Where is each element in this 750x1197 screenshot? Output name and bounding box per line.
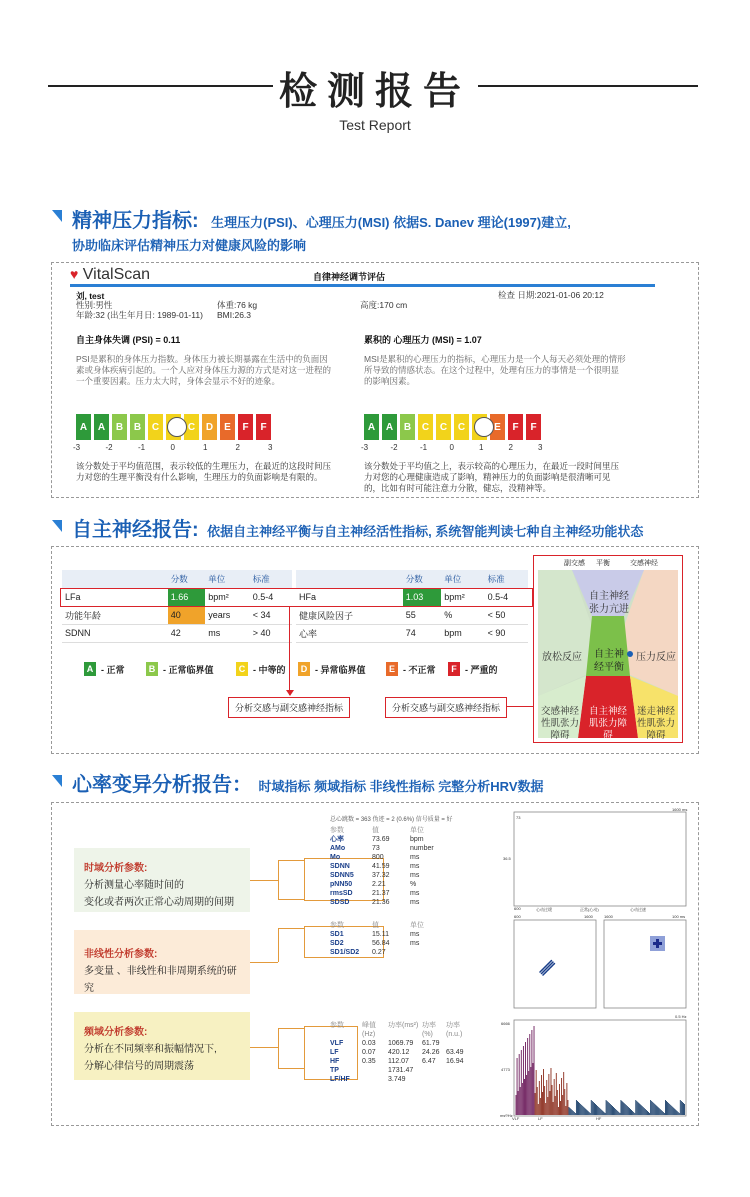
patient-bmi: BMI:26.3 bbox=[217, 310, 252, 320]
param-row: pNN50 2.21 % bbox=[330, 881, 417, 888]
vitalscan-logo: ♥ VitalScan bbox=[70, 266, 151, 283]
msi-title: 累积的 心理压力 (MSI) = 1.07 bbox=[364, 335, 482, 345]
ans-row: 健康风险因子 55 % < 50 bbox=[296, 606, 528, 624]
diagram-hypertonia: 自主神经张力亢进 bbox=[589, 591, 629, 615]
card-time-domain: 时域分析参数: 分析测量心率随时间的 变化或者两次正常心动周期的间期 bbox=[74, 848, 250, 912]
ans-table-right: 分数 单位 标准 HFa 1.03 bpm² 0.5-4 健康风险因子 55 % < 50 心率 74 bpm < 90 bbox=[296, 570, 528, 643]
poincare-density-cell bbox=[650, 945, 653, 948]
poincare-density-cell bbox=[659, 936, 662, 939]
diagram-autonomic-dystonia: 自主神经肌张力障碍 bbox=[588, 706, 627, 741]
psi-result: 该分数处于平均值范围，表示较低的生理压力，在最近的这段时间压力对您的生理平衡没有什么影响，生理压力的负面影响是有限的。 bbox=[76, 461, 332, 482]
connector-frequency-v bbox=[278, 1028, 279, 1068]
score-marker bbox=[167, 417, 187, 437]
scale-cell: D bbox=[202, 414, 217, 440]
diagram-balance: 自主神经平衡 bbox=[594, 649, 624, 673]
poincare-density-cell bbox=[659, 939, 662, 942]
poincare-density-cell bbox=[650, 939, 653, 942]
ans-table-left: 分数 单位 标准 LFa 1.66 bpm² 0.5-4 功能年龄 40 years < 34 SDNN 42 ms > 40 bbox=[62, 570, 292, 643]
scale-cell: F bbox=[526, 414, 541, 440]
poincare-density-cell bbox=[656, 948, 659, 951]
poincare-density-cell bbox=[650, 942, 653, 945]
nonlinear-table bbox=[330, 921, 450, 957]
diagram-label-balance: 平衡 bbox=[596, 560, 610, 567]
section2-desc: 依据自主神经平衡与自主神经活性指标, 系统智能判读七种自主神经功能状态 bbox=[207, 524, 644, 539]
scale-tick: 3 bbox=[538, 443, 543, 452]
section3-desc: 时域指标 频域指标 非线性指标 完整分析HRV数据 bbox=[258, 779, 544, 794]
scale-tick: 2 bbox=[508, 443, 513, 452]
param-row: Mo 800 ms bbox=[330, 854, 420, 861]
scale-cell: B bbox=[130, 414, 145, 440]
scale-cell: C bbox=[418, 414, 433, 440]
diagram-relaxation: 放松反应 bbox=[542, 652, 582, 663]
poincare-density-cell bbox=[653, 945, 656, 948]
ans-row: HFa 1.03 bpm² 0.5-4 bbox=[296, 588, 528, 606]
poincare-density-cell bbox=[650, 948, 653, 951]
scale-tick: -1 bbox=[420, 443, 428, 452]
param-row: SDNN 41.59 ms bbox=[330, 863, 420, 870]
msi-result: 该分数处于平均值之上，表示较高的心理压力，在最近一段时间里压力对您的心理健康造成了影响，精神压力的负面影响是很清晰可见的，比如有时可能注意力分散，健忘，没精神等。 bbox=[364, 461, 620, 493]
legend-item: A - 正常 bbox=[84, 662, 125, 676]
legend-item: E - 不正常 bbox=[386, 662, 436, 676]
scale-tick: -1 bbox=[138, 443, 146, 452]
section1-desc-line1: 生理压力(PSI)、心理压力(MSI) 依据S. Danev 理论(1997)建立, bbox=[211, 215, 571, 230]
connector-time bbox=[250, 880, 278, 881]
hist-x-bradycardia: 心动过缓 bbox=[536, 907, 552, 912]
hist-x-tachycardia: 心动过速 bbox=[630, 907, 646, 912]
poincare-density-cell bbox=[659, 945, 662, 948]
connector-nonlinear bbox=[250, 962, 278, 963]
hist-ymax-label: 73 bbox=[516, 815, 521, 820]
scale-cell: C bbox=[184, 414, 199, 440]
param-row: 参数 值 单位 bbox=[330, 827, 424, 834]
poincare-density-cell bbox=[653, 939, 656, 942]
section-marker-icon bbox=[52, 775, 62, 787]
report-title: 自律神经调节评估 bbox=[313, 272, 386, 282]
section1-desc-line2: 协助临床评估精神压力对健康风险的影响 bbox=[72, 238, 307, 253]
patient-age: 年龄:32 (出生年月日: 1989-01-11) bbox=[76, 310, 203, 320]
scale-cell: F bbox=[508, 414, 523, 440]
card-nonlinear: 非线性分析参数: 多变量 、非线性和非周期系统的研究 bbox=[74, 930, 250, 994]
spec-xmax-label: 0.5 Hz bbox=[675, 1014, 687, 1019]
msi-scale bbox=[364, 414, 541, 440]
legend-item: C - 中等的 bbox=[236, 662, 286, 676]
hist-xmax-label: 1600 ms bbox=[672, 808, 688, 812]
scale-tick: 0 bbox=[449, 443, 454, 452]
poincare-label-1: 600 bbox=[514, 914, 521, 919]
scale-cell: C bbox=[454, 414, 469, 440]
poincare-density-cell bbox=[662, 945, 665, 948]
ans-row: SDNN 42 ms > 40 bbox=[62, 624, 292, 642]
psi-title: 自主身体失调 (PSI) = 0.11 bbox=[76, 335, 181, 345]
param-row: VLF 0.03 1069.79 61.79 bbox=[330, 1040, 440, 1047]
ans-row: 功能年龄 40 years < 34 bbox=[62, 606, 292, 624]
msi-description: MSI是累积的心理压力的指标，心理压力是一个人每天必须处理的情形所导致的情感状态。在这个过程中，处理有压力的事情是一个很明显的影响因素。 bbox=[364, 354, 626, 386]
hrv-summary: 总心跳数 = 363 伪迹 = 2 (0.6%) 信号质量 = 好 bbox=[330, 817, 453, 823]
poincare-density-cell bbox=[656, 945, 659, 948]
connector-time-h1 bbox=[278, 860, 304, 861]
poincare-density-cell bbox=[662, 939, 665, 942]
param-row: TP 1731.47 bbox=[330, 1067, 414, 1074]
scale-cell: E bbox=[490, 414, 505, 440]
spec-ylabel: ms²/Hz bbox=[500, 1113, 513, 1118]
param-row: LF/HF 3.749 bbox=[330, 1076, 406, 1083]
callout-left: 分析交感与副交感神经指标 bbox=[228, 697, 350, 718]
connector-time-h2 bbox=[278, 899, 304, 900]
poincare-density-cell bbox=[653, 948, 656, 951]
poincare-density-cell bbox=[662, 936, 665, 939]
param-row: SDNN5 37.32 ms bbox=[330, 872, 420, 879]
param-row: rmsSD 21.37 ms bbox=[330, 890, 420, 897]
poincare-label-4: 100 ms bbox=[672, 914, 686, 919]
spec-x-vlf: VLF bbox=[512, 1116, 520, 1120]
param-row: 心率 73.69 bpm bbox=[330, 836, 424, 843]
diagram-stress: 压力反应 bbox=[636, 652, 676, 663]
patient-gender: 性别:男性 bbox=[76, 300, 113, 310]
poincare-label-3: 1600 bbox=[604, 914, 613, 919]
scale-cell: F bbox=[256, 414, 271, 440]
report-header-bar bbox=[70, 284, 655, 287]
param-row: SD1 15.11 ms bbox=[330, 931, 420, 938]
section-marker-icon bbox=[52, 520, 62, 532]
spec-ymid-label: 4773 bbox=[501, 1067, 510, 1072]
scale-cell: F bbox=[238, 414, 253, 440]
scale-tick: 3 bbox=[268, 443, 273, 452]
param-row: SD2 56.84 ms bbox=[330, 940, 420, 947]
scale-cell: A bbox=[76, 414, 91, 440]
section-marker-icon bbox=[52, 210, 62, 222]
param-row: AMo 73 number bbox=[330, 845, 434, 852]
scale-cell: B bbox=[112, 414, 127, 440]
param-row: SDSD 21.36 ms bbox=[330, 899, 420, 906]
hist-xmin-label: 600 bbox=[514, 906, 521, 911]
spec-ymax-label: 6666 bbox=[501, 1021, 510, 1026]
poincare-density-plot bbox=[650, 936, 665, 951]
psi-scale bbox=[76, 414, 271, 440]
frequency-table bbox=[330, 1021, 476, 1084]
diagram-label-parasympathetic: 副交感 bbox=[564, 560, 585, 567]
section1-title: 精神压力指标: bbox=[72, 210, 199, 232]
poincare-point bbox=[551, 960, 553, 962]
poincare-density-cell bbox=[662, 948, 665, 951]
scale-tick: -3 bbox=[73, 443, 81, 452]
arrow-down-icon bbox=[286, 690, 294, 696]
scale-cell: B bbox=[400, 414, 415, 440]
msi-ticks bbox=[361, 443, 548, 452]
hrv-charts bbox=[500, 808, 690, 1120]
scale-tick: 0 bbox=[170, 443, 175, 452]
poincare-density-cell bbox=[650, 936, 653, 939]
connector-nonlinear-h bbox=[278, 928, 304, 929]
connector-frequency-h2 bbox=[278, 1068, 304, 1069]
scale-cell: C bbox=[436, 414, 451, 440]
scale-cell: A bbox=[364, 414, 379, 440]
hist-x-normal: 正常(心动) bbox=[580, 907, 599, 912]
poincare-density-cell bbox=[659, 948, 662, 951]
connector-time-v bbox=[278, 860, 279, 900]
poincare-density-cell bbox=[653, 942, 656, 945]
check-date: 检查 日期:2021-01-06 20:12 bbox=[498, 290, 604, 300]
poincare-point bbox=[554, 963, 556, 965]
legend-item: F - 严重的 bbox=[448, 662, 498, 676]
heartbeat-icon: ♥ bbox=[70, 266, 79, 282]
page-subtitle: Test Report bbox=[339, 117, 411, 133]
scale-cell: A bbox=[382, 414, 397, 440]
param-row: 参数 峰值(Hz) 功率(ms²) 功率(%) 功率(n.u.) bbox=[330, 1022, 463, 1038]
ans-diagram bbox=[533, 555, 683, 743]
patient-height: 高度:170 cm bbox=[360, 300, 408, 310]
legend-item: D - 异常临界值 bbox=[298, 662, 366, 676]
section3-title: 心率变异分析报告： bbox=[72, 774, 252, 796]
param-row: SD1/SD2 0.27 bbox=[330, 949, 386, 956]
hist-ymid-label: 36.5 bbox=[503, 856, 511, 861]
scale-cell: C bbox=[148, 414, 163, 440]
scale-tick: -2 bbox=[105, 443, 113, 452]
patient-name: 刘, test bbox=[76, 291, 105, 301]
patient-weight: 体重:76 kg bbox=[217, 300, 258, 310]
param-row: HF 0.35 112.07 6.47 16.94 bbox=[330, 1058, 464, 1065]
ans-row: 心率 74 bpm < 90 bbox=[296, 624, 528, 642]
scale-tick: -3 bbox=[361, 443, 369, 452]
diagram-label-sympathetic: 交感神经 bbox=[630, 560, 658, 567]
connector-frequency bbox=[250, 1047, 278, 1048]
scale-tick: 1 bbox=[203, 443, 208, 452]
ans-row: LFa 1.66 bpm² 0.5-4 bbox=[62, 588, 292, 606]
poincare-point bbox=[552, 961, 554, 963]
poincare-density-cell bbox=[656, 942, 659, 945]
spec-x-lf: LF bbox=[538, 1116, 543, 1120]
scale-tick: 1 bbox=[479, 443, 484, 452]
callout-connector bbox=[289, 607, 290, 695]
connector-frequency-h1 bbox=[278, 1028, 304, 1029]
param-row: 参数 值 单位 bbox=[330, 922, 424, 929]
spec-x-hf: HF bbox=[596, 1116, 602, 1120]
lf-hf-highlight bbox=[60, 588, 533, 607]
scale-tick: 2 bbox=[235, 443, 240, 452]
page-title: 检测报告 bbox=[278, 71, 471, 113]
diagram-sympathetic-dystonia: 交感神经性肌张力障碍 bbox=[540, 706, 579, 741]
poincare-density-cell bbox=[659, 942, 662, 945]
scale-cell: A bbox=[94, 414, 109, 440]
psi-ticks bbox=[73, 443, 278, 452]
poincare-density-cell bbox=[656, 939, 659, 942]
card-frequency: 频域分析参数: 分析在不同频率和振幅情况下, 分解心律信号的周期震荡 bbox=[74, 1012, 250, 1080]
poincare-density-cell bbox=[653, 936, 656, 939]
param-row: LF 0.07 420.12 24.26 63.49 bbox=[330, 1049, 464, 1056]
scale-tick: -2 bbox=[390, 443, 398, 452]
scale-cell: E bbox=[220, 414, 235, 440]
psi-description: PSI是累积的身体压力指数。身体压力被长期暴露在生活中的负面因素或身体疾病引起的。一个人应对身体压力源的方式是对这一进程的一个重要因素。压力太大时，身体会显示不好的迹象。 bbox=[76, 354, 332, 386]
section2-title: 自主神经报告: bbox=[72, 519, 199, 541]
callout-right-connector bbox=[506, 706, 534, 707]
time-domain-table bbox=[330, 826, 450, 907]
poincare-label-2: 1600 bbox=[584, 914, 593, 919]
callout-right: 分析交感与副交感神经指标 bbox=[385, 697, 507, 718]
poincare-density-cell bbox=[662, 942, 665, 945]
legend-item: B - 正常临界值 bbox=[146, 662, 214, 676]
score-marker bbox=[474, 417, 494, 437]
poincare-density-cell bbox=[656, 936, 659, 939]
connector-nonlinear-v bbox=[278, 928, 279, 962]
diagram-vagal-dystonia: 迷走神经性肌张力障碍 bbox=[636, 706, 675, 741]
